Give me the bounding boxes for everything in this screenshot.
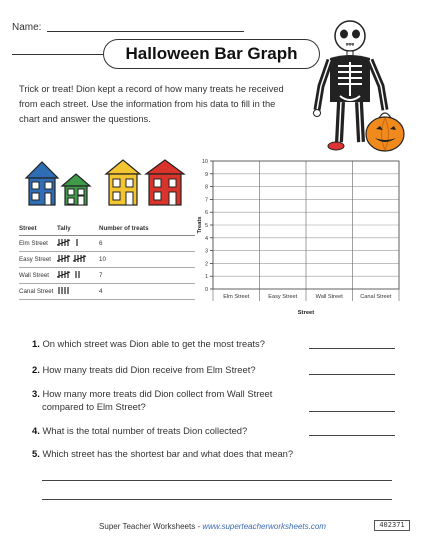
worksheet-title: Halloween Bar Graph: [103, 39, 320, 69]
header-tally: Tally: [57, 225, 71, 232]
question-3-continued: compared to Elm Street?: [42, 401, 146, 412]
tally-marks: [57, 270, 99, 281]
x-category-label: Canal Street: [360, 294, 392, 300]
tally-10-icon: [57, 254, 91, 263]
question-2: [32, 363, 256, 377]
y-tick-label: 7: [204, 197, 208, 204]
question-text: Which street has the shortest bar and what does that mean?: [42, 448, 294, 459]
worksheet-code: 402371: [374, 520, 410, 531]
street-name: Wall Street: [19, 272, 50, 279]
header-street: Street: [19, 225, 37, 232]
question-5: [32, 447, 293, 461]
x-category-label: Wall Street: [315, 294, 343, 300]
answer-line-5a[interactable]: [42, 480, 392, 481]
answer-line-2[interactable]: [309, 374, 395, 375]
table-row: [19, 236, 195, 252]
street-name: Easy Street: [19, 256, 51, 263]
y-tick-label: 6: [204, 210, 208, 217]
answer-line-1[interactable]: [309, 348, 395, 349]
question-4: [32, 424, 247, 438]
y-tick-label: 9: [204, 171, 208, 178]
y-tick-label: 1: [204, 274, 208, 281]
street-name: Canal Street: [19, 288, 54, 295]
question-text: How many more treats did Dion collect from Wall Street: [42, 388, 273, 399]
treats-count: 10: [99, 256, 106, 263]
y-tick-label: 4: [204, 235, 208, 242]
bar-graph[interactable]: [193, 155, 403, 325]
name-answer-line[interactable]: [47, 31, 244, 32]
question-number: 3.: [32, 388, 40, 399]
treats-count: 7: [99, 272, 103, 279]
intro-paragraph: Trick or treat! Dion kept a record of how many treats he received from each street. Use the information from his data to fill in the chart and answer the questions.: [19, 84, 284, 124]
y-tick-label: 10: [201, 159, 208, 165]
question-text: What is the total number of treats Dion collected?: [42, 425, 248, 436]
tally-table-header: [19, 222, 195, 236]
tally-marks: [57, 286, 99, 297]
tally-6-icon: [57, 238, 87, 247]
question-number: 4.: [32, 425, 40, 436]
answer-line-3[interactable]: [309, 411, 395, 412]
tally-marks: [57, 238, 99, 249]
y-tick-label: 5: [204, 223, 208, 229]
name-label: Name:: [12, 22, 42, 33]
question-1: [32, 337, 265, 351]
y-axis-label: Treats: [197, 216, 203, 234]
x-category-label: Easy Street: [268, 294, 298, 300]
footer-brand: Super Teacher Worksheets -: [99, 522, 203, 531]
answer-line-5b[interactable]: [42, 499, 392, 500]
title-rule-left: [12, 54, 103, 55]
footer: [0, 522, 425, 531]
tally-marks: [57, 254, 99, 265]
x-axis-label: Street: [297, 310, 315, 316]
question-number: 5.: [32, 448, 40, 459]
table-row: [19, 268, 195, 284]
table-row: [19, 284, 195, 300]
answer-line-4[interactable]: [309, 435, 395, 436]
y-tick-label: 2: [204, 261, 208, 268]
footer-url[interactable]: www.superteacherworksheets.com: [202, 522, 326, 531]
question-3: [32, 387, 272, 401]
question-text: On which street was Dion able to get the most treats?: [42, 338, 265, 349]
question-number: 2.: [32, 364, 40, 375]
header-number: Number of treats: [99, 225, 149, 232]
skeleton-with-pumpkin-illustration: [303, 14, 413, 159]
treats-count: 6: [99, 240, 103, 247]
treats-count: 4: [99, 288, 103, 295]
tally-table: [19, 222, 195, 300]
table-row: [19, 252, 195, 268]
y-tick-label: 0: [204, 287, 208, 293]
x-category-label: Elm Street: [223, 294, 250, 300]
tally-4-icon: [57, 286, 87, 295]
y-tick-label: 8: [204, 184, 208, 191]
tally-7-icon: [57, 270, 87, 279]
question-number: 1.: [32, 338, 40, 349]
question-text: How many treats did Dion receive from Elm Street?: [42, 364, 256, 375]
y-tick-label: 3: [204, 248, 208, 255]
street-name: Elm Street: [19, 240, 48, 247]
houses-illustration: [24, 158, 192, 206]
